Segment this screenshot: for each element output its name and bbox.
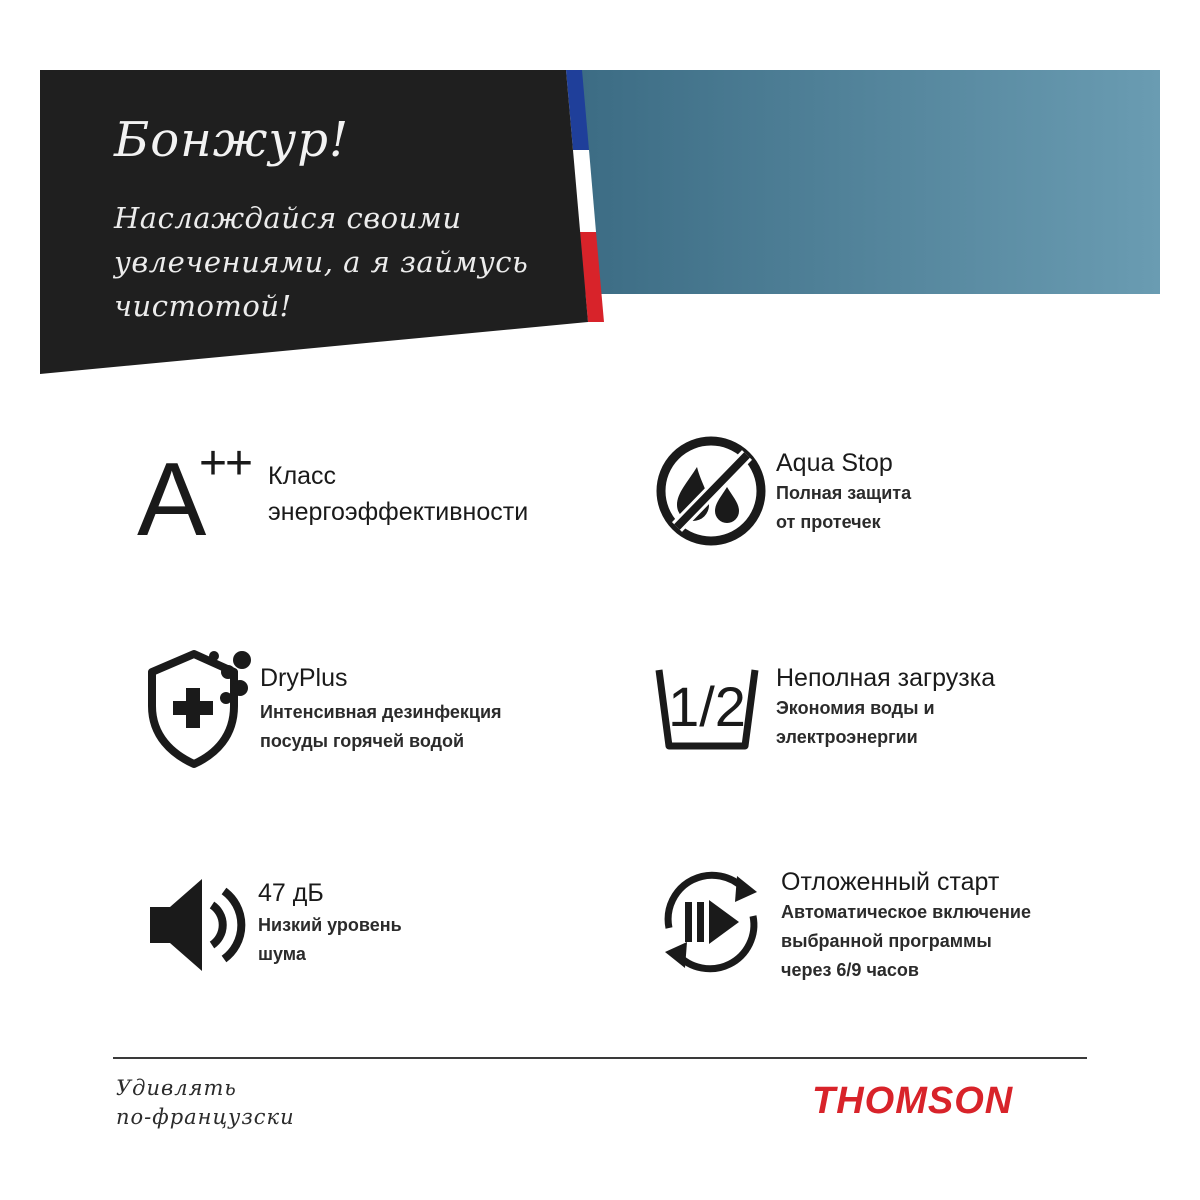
shield-plus-icon	[146, 648, 256, 770]
feature-energy-class	[137, 437, 577, 558]
half-load-title: Неполная загрузка	[776, 664, 996, 692]
footer-slogan: Удивлять по-французски	[116, 1076, 295, 1129]
feature-delay-start	[655, 866, 1085, 986]
hero-title: Бонжур!	[114, 112, 350, 168]
energy-superscript: ++	[199, 437, 252, 490]
aqua-stop-title: Aqua Stop	[776, 449, 893, 477]
hero-subtitle: Наслаждайся своими увлечениями, а я займусь чистотой!	[114, 201, 529, 323]
feature-aqua-stop	[655, 435, 1075, 550]
feature-half-load	[655, 664, 1075, 754]
delay-start-desc: Автоматическое включение выбранной программы через 6/9 часов	[781, 902, 1031, 980]
noise-title: 47 дБ	[258, 879, 324, 907]
blue-panel	[580, 70, 1160, 294]
svg-text:1/2: 1/2	[668, 675, 746, 738]
no-water-icon	[655, 435, 767, 547]
dryplus-desc: Интенсивная дезинфекция посуды горячей водой	[260, 702, 502, 751]
energy-letter: A	[137, 442, 207, 558]
speaker-icon	[146, 875, 250, 975]
feature-noise	[146, 875, 586, 975]
brand-logo: THOMSON	[812, 1080, 1014, 1122]
delay-start-icon	[655, 866, 767, 978]
half-load-icon	[655, 664, 760, 752]
delay-start-title: Отложенный старт	[781, 868, 1000, 896]
feature-dryplus	[146, 648, 586, 773]
aqua-stop-desc: Полная защита от протечек	[776, 483, 912, 532]
footer-divider	[113, 1057, 1087, 1059]
banner-background	[0, 0, 1200, 390]
dryplus-title: DryPlus	[260, 664, 348, 692]
noise-desc: Низкий уровень шума	[258, 915, 402, 964]
hero-banner	[0, 0, 1200, 390]
energy-class-icon	[137, 437, 267, 558]
energy-class-label: Класс энергоэффективности	[268, 462, 529, 526]
half-load-desc: Экономия воды и электроэнергии	[776, 698, 935, 747]
